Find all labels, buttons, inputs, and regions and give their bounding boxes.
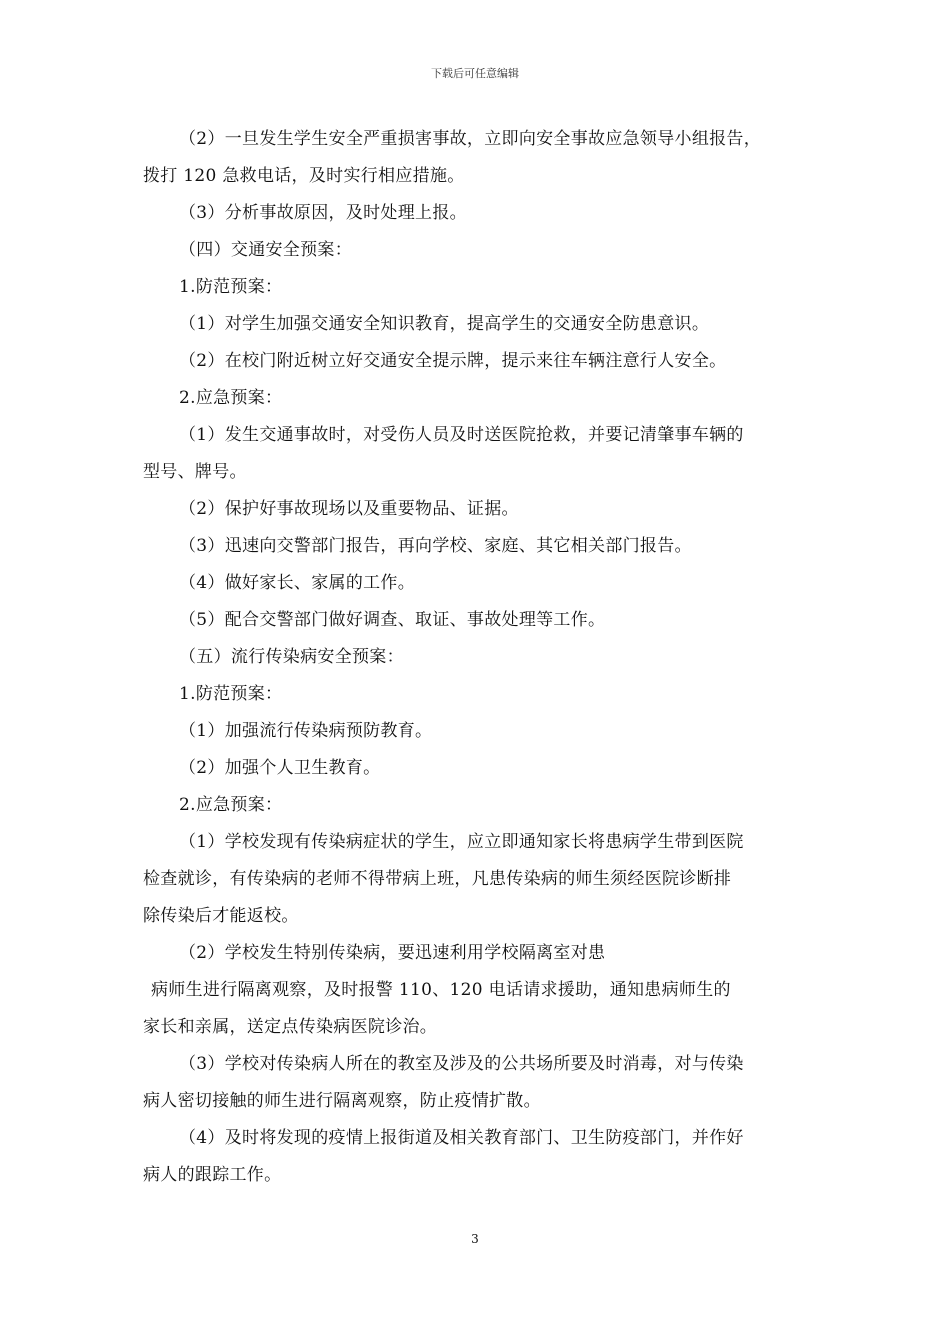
paragraph: （1）加强流行传染病预防教育。 bbox=[179, 721, 433, 741]
paragraph: （5）配合交警部门做好调查、取证、事故处理等工作。 bbox=[179, 610, 606, 630]
subsection-heading: 1.防范预案： bbox=[179, 277, 283, 297]
paragraph: （2）一旦发生学生安全严重损害事故，立即向安全事故应急领导小组报告， bbox=[179, 129, 762, 149]
subsection-heading: 2.应急预案： bbox=[179, 795, 283, 815]
paragraph: （2）在校门附近树立好交通安全提示牌，提示来往车辆注意行人安全。 bbox=[179, 351, 727, 371]
page-number: 3 bbox=[471, 1232, 479, 1246]
paragraph: （2）加强个人卫生教育。 bbox=[179, 758, 381, 778]
subsection-heading: 1.防范预案： bbox=[179, 684, 283, 704]
paragraph: （3）分析事故原因，及时处理上报。 bbox=[179, 203, 467, 223]
paragraph: 拨打 120 急救电话，及时实行相应措施。 bbox=[143, 166, 465, 186]
section-heading: （四）交通安全预案： bbox=[179, 240, 352, 260]
page-header: 下载后可任意编辑 bbox=[431, 67, 519, 80]
paragraph: 型号、牌号。 bbox=[143, 462, 247, 482]
paragraph: 家长和亲属，送定点传染病医院诊治。 bbox=[143, 1017, 438, 1037]
subsection-heading: 2.应急预案： bbox=[179, 388, 283, 408]
paragraph: （2）学校发生特别传染病，要迅速利用学校隔离室对患 bbox=[179, 943, 606, 963]
paragraph: （4）及时将发现的疫情上报街道及相关教育部门、卫生防疫部门，并作好 bbox=[179, 1128, 744, 1148]
paragraph: （2）保护好事故现场以及重要物品、证据。 bbox=[179, 499, 519, 519]
paragraph: 病人密切接触的师生进行隔离观察，防止疫情扩散。 bbox=[143, 1091, 541, 1111]
paragraph: （1）学校发现有传染病症状的学生，应立即通知家长将患病学生带到医院 bbox=[179, 832, 744, 852]
document-body bbox=[143, 121, 823, 1194]
paragraph: （3）学校对传染病人所在的教室及涉及的公共场所要及时消毒，对与传染 bbox=[179, 1054, 744, 1074]
section-heading: （五）流行传染病安全预案： bbox=[179, 647, 404, 667]
paragraph: （1）发生交通事故时，对受伤人员及时送医院抢救，并要记清肇事车辆的 bbox=[179, 425, 744, 445]
paragraph: （3）迅速向交警部门报告，再向学校、家庭、其它相关部门报告。 bbox=[179, 536, 692, 556]
paragraph: 病人的跟踪工作。 bbox=[143, 1165, 282, 1185]
paragraph: （1）对学生加强交通安全知识教育，提高学生的交通安全防患意识。 bbox=[179, 314, 710, 334]
paragraph: 病师生进行隔离观察，及时报警 110、120 电话请求援助，通知患病师生的 bbox=[151, 980, 731, 1000]
paragraph: （4）做好家长、家属的工作。 bbox=[179, 573, 416, 593]
paragraph: 检查就诊，有传染病的老师不得带病上班，凡患传染病的师生须经医院诊断排 bbox=[143, 869, 732, 889]
paragraph: 除传染后才能返校。 bbox=[143, 906, 299, 926]
